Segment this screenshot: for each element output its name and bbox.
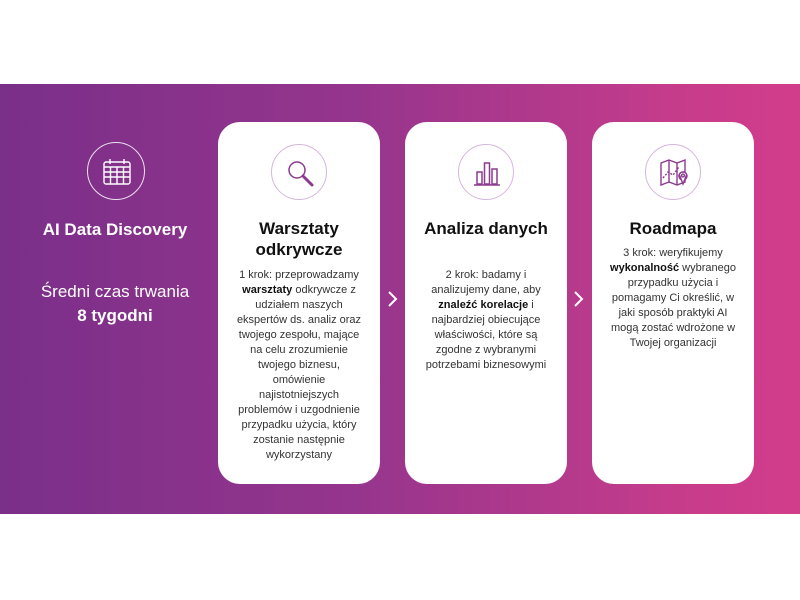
card-icon-circle: [458, 144, 514, 200]
chevron-right-icon: [386, 290, 400, 308]
body-bold: warsztaty: [242, 284, 293, 296]
card-body: [608, 246, 738, 351]
body-text: odkrywcze z udziałem naszych ekspertów ds. analiz oraz twojego zespołu, mające na celu zrozumienie twojego biznesu, omówienie najistotniejszych problemów i uzgodnienie przypadku użycia, który zostanie następnie wykorzystany: [236, 284, 362, 461]
card-title-text: Roadmapa: [629, 219, 717, 238]
card-workshops: [218, 122, 380, 484]
map-pin-icon: [659, 158, 689, 188]
duration-value: 8 tygodni: [77, 306, 153, 325]
body-text: 3 krok: weryfikujemy: [623, 247, 723, 259]
calendar-icon-circle: [87, 142, 145, 200]
intro-title: AI Data Discovery: [42, 220, 188, 239]
card-title: [405, 218, 567, 239]
card-title: [592, 218, 754, 239]
card-body: [234, 268, 364, 463]
card-roadmap: [592, 122, 754, 484]
card-title: [218, 218, 380, 260]
intro-duration: [40, 280, 190, 328]
duration-prefix: Średni czas trwania: [40, 282, 190, 301]
chevron-right-icon: [572, 290, 586, 308]
card-body: [421, 268, 551, 373]
search-icon: [285, 158, 315, 188]
body-bold: wykonalność: [610, 262, 680, 274]
card-data-analysis: [405, 122, 567, 484]
body-text: 2 krok: badamy i analizujemy dane, aby: [431, 269, 541, 296]
calendar-icon: [102, 157, 132, 187]
body-text: wybranego przypadku użycia i pomagamy Ci określić, w jaki sposób praktyki AI mogą zostać wdrożone w Twojej organizacji: [610, 262, 736, 349]
card-title-text: Analiza danych: [424, 219, 548, 238]
process-banner: [0, 84, 800, 514]
body-text: 1 krok: przeprowadzamy: [239, 269, 359, 281]
body-bold: znaleźć korelacje: [438, 299, 529, 311]
body-text: i najbardziej obiecujące właściwości, które są zgodne z wybranymi potrzebami biznesowymi: [425, 299, 547, 371]
card-icon-circle: [271, 144, 327, 200]
card-title-text: Warsztaty odkrywcze: [255, 219, 343, 259]
intro-panel: [40, 84, 190, 514]
bar-chart-icon: [472, 158, 502, 188]
card-icon-circle: [645, 144, 701, 200]
